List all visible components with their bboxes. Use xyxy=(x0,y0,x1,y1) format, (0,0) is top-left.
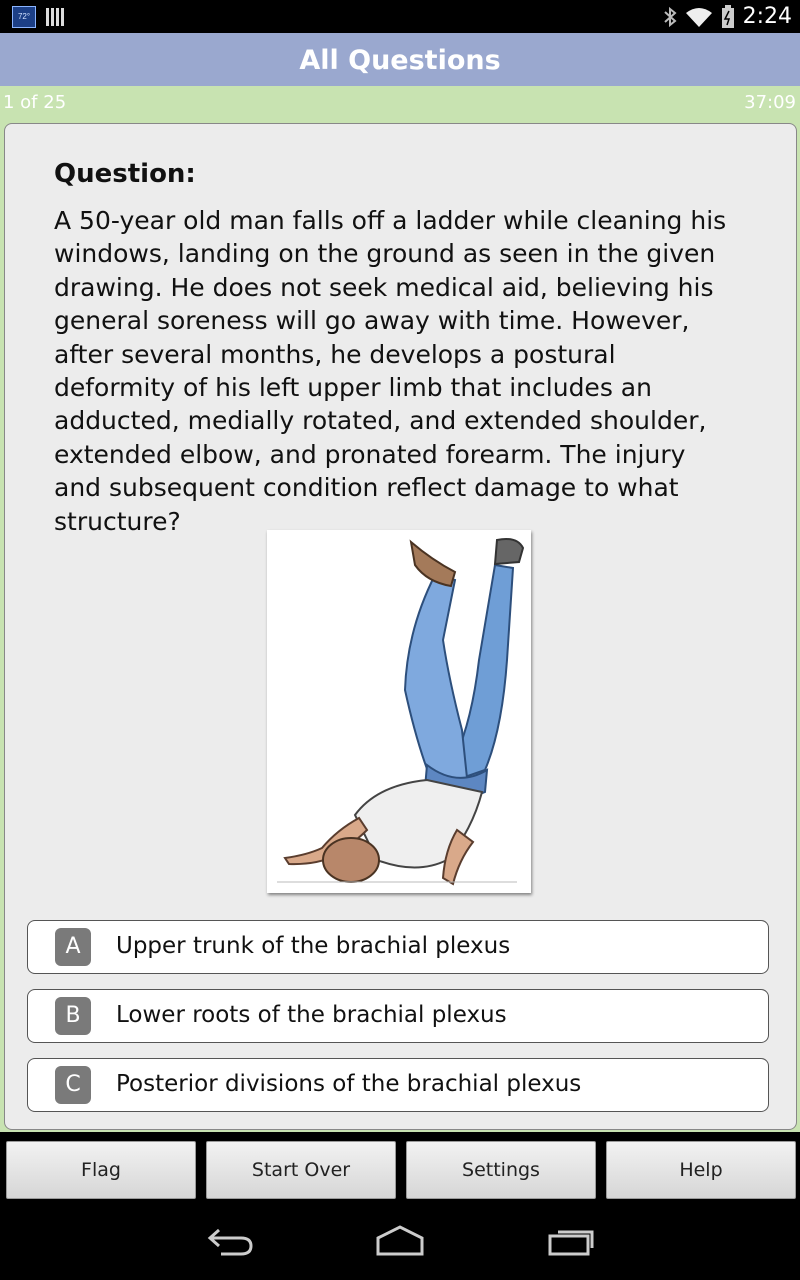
question-progress: 1 of 25 xyxy=(3,92,67,113)
answer-letter-badge: B xyxy=(55,997,91,1035)
answer-option-b[interactable] xyxy=(27,989,769,1043)
question-text: A 50-year old man falls off a ladder while cleaning his windows, landing on the ground as seen in the given drawing. He does not seek medical aid, believing his general soreness will go away with time. However, after several months, he develops a postural deformity of his left upper limb that includes an adducted, medially rotated, and extended shoulder, extended elbow, and pronated forearm. The injury and subsequent condition reflect damage to what structure? xyxy=(54,206,727,536)
clock: 2:24 xyxy=(742,4,792,29)
page-title: All Questions xyxy=(299,45,501,76)
help-button[interactable]: Help xyxy=(606,1141,796,1199)
bottom-toolbar xyxy=(0,1132,800,1202)
wifi-icon xyxy=(685,6,713,28)
battery-icon xyxy=(721,5,735,29)
answer-text: Posterior divisions of the brachial plexus xyxy=(116,1071,582,1097)
question-illustration xyxy=(267,530,531,893)
fallen-man-drawing xyxy=(267,530,531,893)
weather-notification-icon: 72° xyxy=(12,6,36,28)
answer-letter-badge: C xyxy=(55,1066,91,1104)
flag-button[interactable]: Flag xyxy=(6,1141,196,1199)
title-bar xyxy=(0,33,800,86)
home-icon[interactable] xyxy=(374,1224,426,1258)
answer-text: Lower roots of the brachial plexus xyxy=(116,1002,507,1028)
answer-letter-badge: A xyxy=(55,928,91,966)
question-label: Question: xyxy=(54,159,196,189)
bluetooth-icon xyxy=(663,6,677,28)
status-right xyxy=(663,4,792,29)
settings-button[interactable]: Settings xyxy=(406,1141,596,1199)
system-nav-bar xyxy=(0,1202,800,1280)
barcode-icon xyxy=(46,8,64,26)
answer-option-a[interactable] xyxy=(27,920,769,974)
quiz-timer: 37:09 xyxy=(744,92,796,113)
back-icon[interactable] xyxy=(205,1224,255,1258)
start-over-button[interactable]: Start Over xyxy=(206,1141,396,1199)
question-card[interactable] xyxy=(4,123,797,1130)
status-left xyxy=(12,6,64,28)
answer-text: Upper trunk of the brachial plexus xyxy=(116,933,511,959)
status-bar xyxy=(0,0,800,33)
answer-option-c[interactable] xyxy=(27,1058,769,1112)
recents-icon[interactable] xyxy=(546,1224,598,1258)
